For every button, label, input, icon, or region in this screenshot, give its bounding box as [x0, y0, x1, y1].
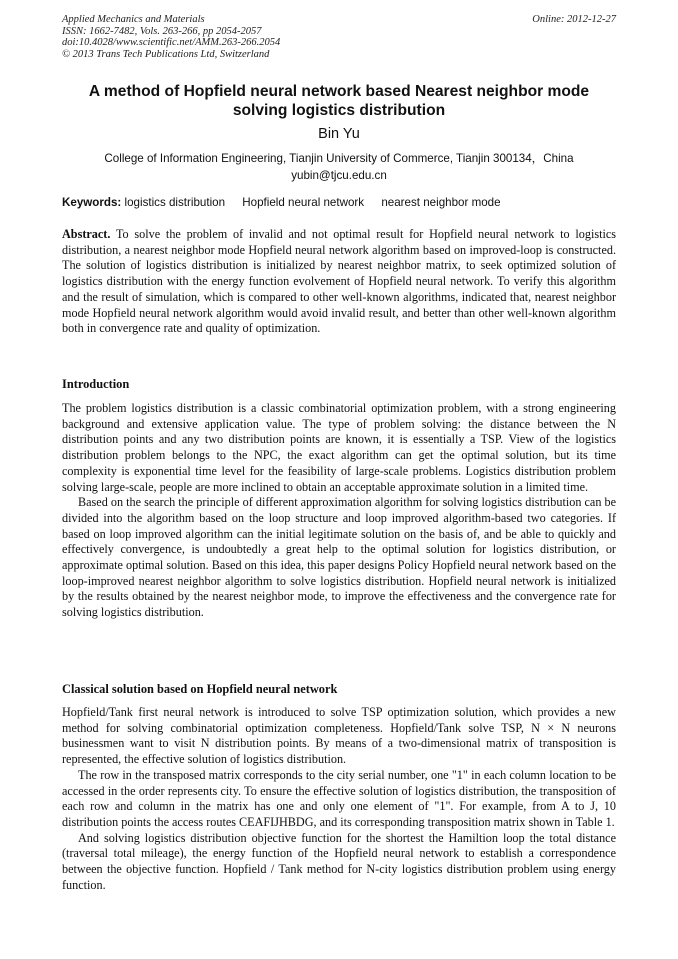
author-name: Bin Yu: [318, 126, 360, 142]
online-date: Online: 2012-12-27: [532, 14, 616, 25]
paragraph: The problem logistics distribution is a classic combinatorial optimization problem, with a strong engineering background and extensive application value. The type of problem solving: the distance between the N distribution points and any two distribution points are known, it is essentially a TSP. View of the logistics distribution problem belongs to the NPC, the exact algorithm can get the optimal solution, but its time complexity is exponential time level for the feasibility of large-scale problems. Logistics distribution problem solving large-scale, people are more inclined to obtain an acceptable approximate solution in a limited time.: [62, 401, 616, 494]
keyword-item: nearest neighbor mode: [381, 196, 501, 209]
keyword-item: logistics distribution: [124, 196, 226, 209]
classical-solution-heading: Classical solution based on Hopfield neural network: [62, 682, 338, 696]
paragraph: Based on the search the principle of different approximation algorithm for solving logistics distribution can be divided into the algorithm based on the loop structure and loop improved algorithm-based two categories. If based on loop improved algorithm can the initial legitimate solution on the basis of, and be able to quickly and effectively convergence, is undoubtedly a great help to the optimal solution for logistics distribution, or approximate optimal solution. Based on this idea, this paper designs Policy Hopfield neural network based on the loop-improved nearest neighbor algorithm to solve logistics distribution. Hopfield neural network is initialized by the results obtained by the nearest neighbor mode, to improve the effectiveness and the convergence rate for solving logistics distribution.: [62, 495, 616, 620]
keywords-label: Keywords:: [62, 196, 122, 209]
abstract: [62, 227, 616, 337]
abstract-text: To solve the problem of invalid and not optimal result for Hopfield neural network to logistics distribution, a nearest neighbor mode Hopfield neural network algorithm based on improved-loop is constructed. The solution of logistics distribution is initialized by nearest neighbor matrix, to seek optimized solution of logistics distribution with the energy function evolvement of Hopfield neural network. To verify this algorithm and the result of simulation, which is compared to other well-known algorithms, indicated that, nearest neighbor mode Hopfield neural network algorithm would avoid invalid result, and better than other well-known algorithm both in convergence rate and quality of optimization.: [62, 227, 616, 336]
paragraph: Hopfield/Tank first neural network is introduced to solve TSP optimization solution, which provides a new method for solving combinatorial optimization completeness. Hopfield/Tank solve TSP, N × N neurons businessmen want to visit N distribution points. By means of a two-dimensional matrix of transposition is represented, the effective solution of logistics distribution.: [62, 705, 616, 767]
paragraph: And solving logistics distribution objective function for the shortest the Hamiltion loop the total distance (traversal total mileage), the energy function of the Hopfield neural network to establish a correspondence between the objective function. Hopfield / Tank method for N-city logistics distribution problem using energy function.: [62, 830, 616, 892]
doi-line: doi:10.4028/www.scientific.net/AMM.263-266.2054: [62, 37, 281, 49]
paragraph: The row in the transposed matrix corresponds to the city serial number, one "1" in each column location to be accessed in the order represents city. To ensure the effective solution of logistics distribution, the transposition of each row and column in the matrix has one and only one element of "1". For example, from A to J, 10 distribution points the access routes CEAFIJHBDG, and its corresponding transposition matrix shown in Table 1.: [62, 767, 616, 829]
paper-title: A method of Hopfield neural network based Nearest neighbor mode solving logistics distribution: [88, 83, 590, 119]
keyword-item: Hopfield neural network: [242, 196, 365, 209]
journal-header: [62, 14, 616, 60]
affiliation: College of Information Engineering, Tianjin University of Commerce, Tianjin 300134，China: [104, 152, 574, 165]
copyright-line: © 2013 Trans Tech Publications Ltd, Switzerland: [62, 48, 270, 60]
affiliation-block: [62, 150, 616, 184]
abstract-label: Abstract.: [62, 227, 111, 241]
keywords-line: [62, 195, 616, 210]
classical-solution-body: [62, 705, 616, 893]
email: yubin@tjcu.edu.cn: [291, 169, 387, 182]
issn-line: ISSN: 1662-7482, Vols. 263-266, pp 2054-2057: [62, 25, 262, 37]
introduction-body: [62, 401, 616, 621]
introduction-heading: Introduction: [62, 377, 130, 391]
journal-name: Applied Mechanics and Materials: [62, 14, 205, 25]
